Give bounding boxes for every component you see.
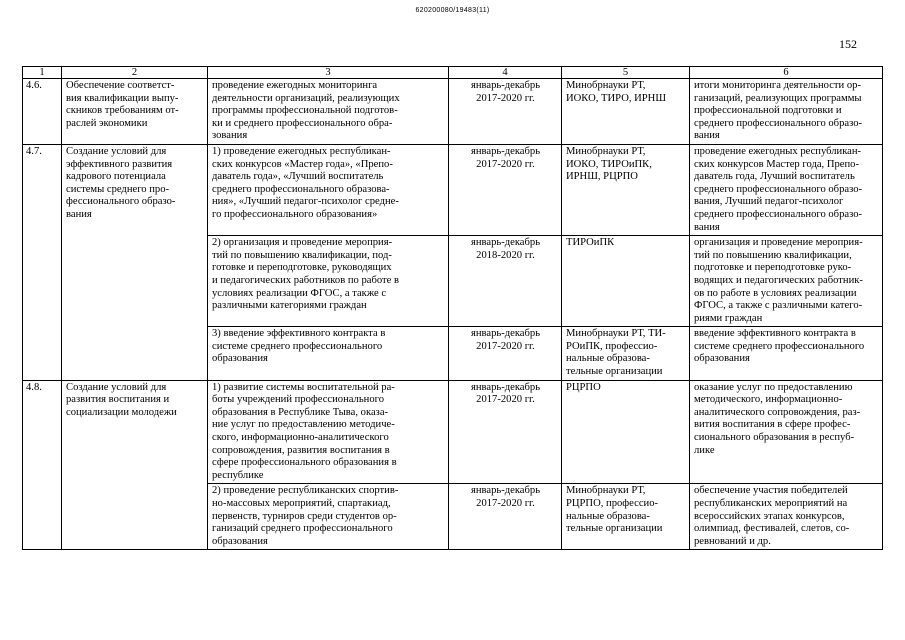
cell-text-line: лике [694,444,715,456]
cell-text-line: оказание услуг по предоставлению [694,381,853,393]
cell-text-line: среднего профессионального образо- [694,117,863,129]
table-row [23,380,883,484]
cell-text-line: 2017-2020 гг. [476,498,535,509]
cell-text-line: но-массовых мероприятий, спартакиад, [212,498,391,509]
measure-cell [208,484,449,550]
cell-text-line: деятельности организаций, реализующих [212,92,400,104]
result-cell [690,327,883,380]
cell-text-line: водящих и педагогических работник- [694,274,863,286]
cell-text-line: ских конкурсов Мастер года, Препо- [694,158,859,170]
column-header: 3 [208,67,449,79]
cell-text-line: готовке и переподготовке, руководящих [212,262,392,274]
task-cell [62,380,208,550]
cell-text-line: январь-декабрь [470,485,541,497]
result-cell [690,380,883,484]
cell-text-line: образования [212,353,268,365]
cell-text-line: 2) организация и проведение мероприя- [212,237,393,249]
cell-text-line: вания, Лучший педагог-психолог [694,196,844,208]
cell-text-line: Минобрнауки РТ, [566,145,646,157]
cell-text-line: Минобрнауки РТ, ТИ- [566,328,666,340]
cell-text-line: олимпиад, фестивалей, слетов, со- [694,523,850,535]
cell-text-line: образования в Республике Тыва, оказа- [212,406,389,418]
cell-text-line: Обеспечение соответст- [66,80,175,91]
cell-text-line: 1) развитие системы воспитательной ра- [212,381,395,393]
cell-text-line: развития воспитания и [66,394,170,406]
cell-text-line: ревнований и др. [694,535,771,547]
period-cell [449,144,562,235]
cell-text-line: январь-декабрь [470,328,541,340]
cell-text-line: раслей экономики [66,117,148,129]
cell-text-line: ганизаций, реализующих программы [694,92,862,104]
task-cell [62,144,208,380]
cell-text-line: РЦРПО [566,381,601,393]
column-header: 6 [690,67,883,79]
cell-text-line: даватель года, Лучший воспитатель [694,171,855,183]
cell-text-line: Создание условий для [66,381,167,393]
cell-text-line: тельные организации [566,366,663,378]
column-header: 2 [62,67,208,79]
cell-text-line: ТИРОиПК [566,237,615,249]
cell-text-line: ганизаций среднего профессионального [212,523,393,535]
cell-text-line: январь-декабрь [470,145,541,157]
column-header: 4 [449,67,562,79]
cell-text-line: 2017-2020 гг. [476,340,535,352]
cell-text-line: тий по повышению квалификации, [694,249,852,261]
cell-text-line: 2017-2020 гг. [476,92,535,104]
measure-cell [208,380,449,484]
executors-cell [562,380,690,484]
measure-cell [208,327,449,380]
table-row [23,144,883,235]
cell-text-line: даватель года», «Лучший воспитатель [212,171,384,183]
cell-text-line: Минобрнауки РТ, [566,80,646,91]
executors-cell [562,144,690,235]
cell-text-line: образования [212,535,268,547]
cell-text-line: кадрового потенциала [66,171,166,183]
cell-text-line: республиканских мероприятий на [694,498,848,509]
result-cell [690,484,883,550]
cell-text-line: тельные организации [566,523,663,535]
cell-text-line: риями граждан [694,312,763,324]
cell-text-line: вания [694,221,720,233]
executors-cell [562,484,690,550]
cell-text-line: ских конкурсов «Мастер года», «Препо- [212,158,393,170]
executors-cell [562,327,690,380]
cell-text-line: итоги мониторинга деятельности ор- [694,80,861,91]
column-number-row [23,67,883,79]
cell-text-line: вания [694,130,720,142]
cell-text-line: всероссийских этапах конкурсов, [694,510,845,522]
cell-text-line: ИОКО, ТИРО, ИРНШ [566,92,667,104]
cell-text-line: ов по работе в условиях реализации [694,287,857,299]
cell-text-line: нальные образова- [566,353,650,365]
cell-text-line: сионального образования в респуб- [694,432,855,444]
period-cell [449,79,562,145]
cell-text-line: зования [212,130,248,142]
cell-text-line: организация и проведение мероприя- [694,237,863,249]
cell-text-line: среднего профессионального образо- [694,183,863,195]
period-cell [449,236,562,327]
cell-text-line: аналитического сопровождения, раз- [694,406,861,418]
cell-text-line: обеспечение участия победителей [694,485,848,497]
cell-text-line: 2) проведение республиканских спортив- [212,485,399,497]
document-id: 620200080/19483(11) [415,7,490,14]
item-number-cell: 4.6. [23,79,62,145]
cell-text-line: подготовке и переподготовке руко- [694,262,852,274]
period-cell [449,380,562,484]
cell-text-line: нальные образова- [566,510,650,522]
cell-text-line: январь-декабрь [470,237,541,249]
cell-text-line: среднего профессионального образо- [694,208,863,220]
cell-text-line: вия квалификации выпу- [66,92,179,104]
result-cell [690,144,883,235]
cell-text-line: методического, информационно- [694,394,843,406]
measure-cell [208,236,449,327]
cell-text-line: вития воспитания в сфере профес- [694,419,851,431]
cell-text-line: ки и среднего профессионального обра- [212,117,393,129]
cell-text-line: январь-декабрь [470,80,541,91]
cell-text-line: боты учреждений профессионального [212,394,385,406]
cell-text-line: среднего профессионального образова- [212,183,390,195]
cell-text-line: системе среднего профессионального [694,340,865,352]
cell-text-line: условиях реализации ФГОС, а также с [212,287,387,299]
cell-text-line: Минобрнауки РТ, [566,485,646,497]
cell-text-line: 3) введение эффективного контракта в [212,328,386,340]
cell-text-line: РЦРПО, профессио- [566,498,659,509]
item-number-cell: 4.7. [23,144,62,380]
cell-text-line: го профессионального образования» [212,208,378,220]
column-header: 1 [23,67,62,79]
cell-text-line: скников требованиям от- [66,105,179,117]
column-header: 5 [562,67,690,79]
result-cell [690,236,883,327]
cell-text-line: ского, информационно-аналитического [212,432,389,444]
cell-text-line: сфере профессионального образования в [212,457,397,469]
cell-text-line: и педагогических работников по работе в [212,274,400,286]
cell-text-line: программы профессиональной подготов- [212,105,398,117]
cell-text-line: первенств, турниров среди студентов ор- [212,510,397,522]
cell-text-line: Создание условий для [66,145,167,157]
cell-text-line: профессиональной подготовки и [694,105,842,117]
cell-text-line: 1) проведение ежегодных республикан- [212,145,391,157]
cell-text-line: эффективного развития [66,158,173,170]
cell-text-line: вания [66,208,92,220]
cell-text-line: проведение ежегодных мониторинга [212,80,378,91]
cell-text-line: фессионального образо- [66,196,176,208]
cell-text-line: проведение ежегодных республикан- [694,145,862,157]
table-row [23,79,883,145]
cell-text-line: образования [694,353,750,365]
page-number: 152 [839,37,857,51]
cell-text-line: РОиПК, профессио- [566,340,658,352]
cell-text-line: сопровождения, развития воспитания в [212,444,390,456]
plan-table [22,66,883,550]
result-cell [690,79,883,145]
executors-cell [562,79,690,145]
period-cell [449,484,562,550]
cell-text-line: ния», «Лучший педагог-психолог средне- [212,196,399,208]
cell-text-line: республике [212,469,264,481]
item-number-cell: 4.8. [23,380,62,550]
cell-text-line: тий по повышению квалификации, под- [212,249,392,261]
cell-text-line: социализации молодежи [66,406,177,418]
cell-text-line: различными категориями граждан [212,300,367,312]
task-cell [62,79,208,145]
cell-text-line: введение эффективного контракта в [694,328,856,340]
cell-text-line: ФГОС, а также с различными катего- [694,300,863,312]
cell-text-line: ние услуг по предоставлению методиче- [212,419,395,431]
cell-text-line: январь-декабрь [470,381,541,393]
cell-text-line: ИОКО, ТИРОиПК, [566,158,652,170]
cell-text-line: системе среднего профессионального [212,340,383,352]
cell-text-line: 2018-2020 гг. [476,249,535,261]
cell-text-line: ИРНШ, РЦРПО [566,171,638,183]
measure-cell [208,79,449,145]
cell-text-line: системы среднего про- [66,183,170,195]
period-cell [449,327,562,380]
measure-cell [208,144,449,235]
cell-text-line: 2017-2020 гг. [476,158,535,170]
cell-text-line: 2017-2020 гг. [476,394,535,406]
executors-cell [562,236,690,327]
